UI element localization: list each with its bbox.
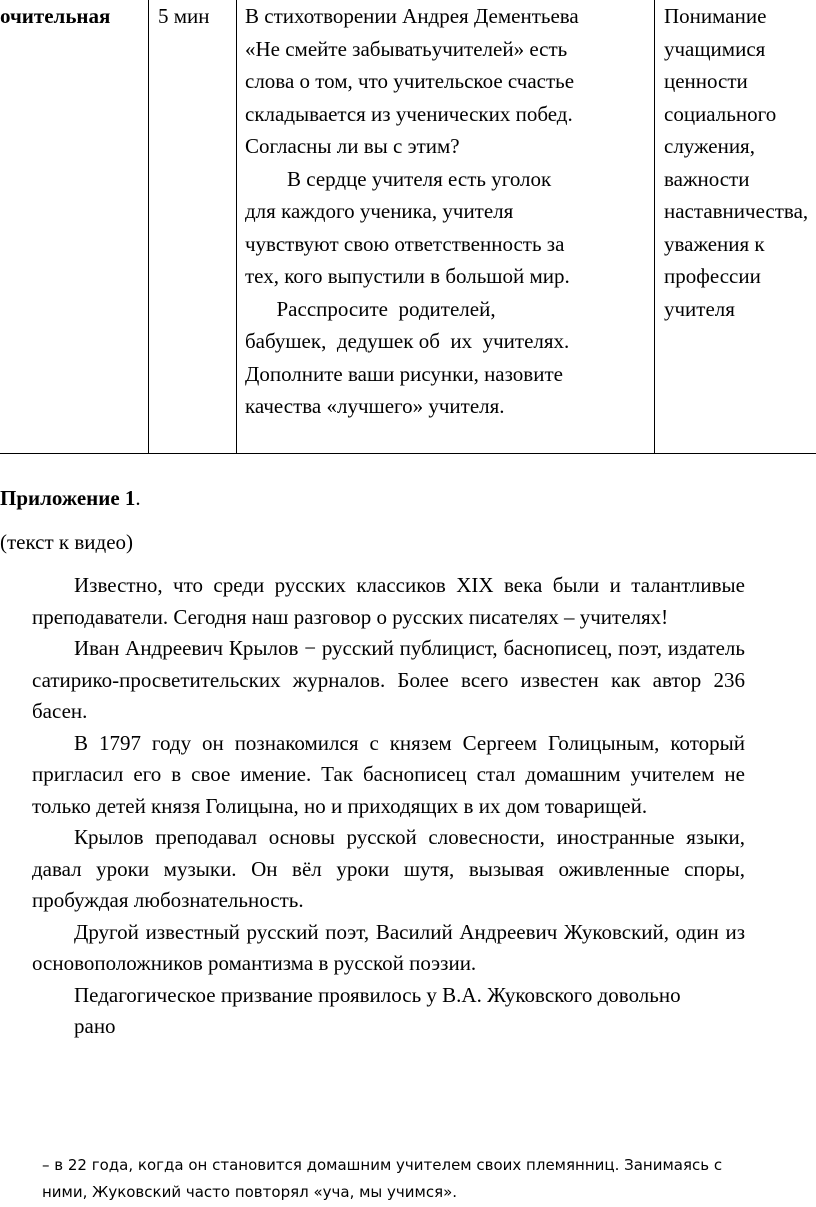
appendix-title-text: Приложение 1 xyxy=(0,486,136,510)
content-line: В стихотворении Андрея Дементьева xyxy=(245,4,579,28)
paragraph-last-line1: Педагогическое призвание проявилось у В.А. Жуковского довольно xyxy=(74,982,681,1007)
result-line: социального xyxy=(664,101,777,126)
result-line: Понимание xyxy=(664,4,767,28)
table-divider xyxy=(236,0,237,454)
content-line: Расспросите родителей, xyxy=(245,296,496,321)
result-line: учителя xyxy=(664,296,735,321)
appendix-title xyxy=(0,486,141,511)
content-line: чувствуют свою ответственность за xyxy=(245,231,565,256)
result-line: учащимися xyxy=(664,36,766,61)
content-line: качества «лучшего» учителя. xyxy=(245,394,505,418)
stage-cell: очительная xyxy=(0,4,111,28)
paragraph-last-line2: рано xyxy=(74,1014,116,1038)
content-line: для каждого ученика, учителя xyxy=(245,199,514,223)
result-line: уважения к xyxy=(664,231,765,256)
paragraph: В 1797 году он познакомился с князем Сергеем Голицыным, который пригласил его в свое имение. Так баснописец стал домашним учителем не только детей князя Голицына, но и приходящих в их дом товарищей. xyxy=(32,730,745,818)
result-line: важности xyxy=(664,166,750,191)
content-line: бабушек, дедушек об их учителях. xyxy=(245,329,570,353)
time-cell: 5 мин xyxy=(158,4,210,28)
appendix-subtitle: (текст к видео) xyxy=(0,530,134,554)
article-body xyxy=(32,570,745,1043)
footer-note: – в 22 года, когда он становится домашним учителем своих племянниц. Занимаясь с ними, Жуковский часто повторял «уча, мы учимся». xyxy=(42,1156,723,1201)
table-divider xyxy=(654,0,655,454)
content-line: Дополните ваши рисунки, назовите xyxy=(245,361,563,386)
content-line: Согласны ли вы с этим? xyxy=(245,134,460,158)
appendix-title-suffix: . xyxy=(135,486,141,510)
paragraph: Крылов преподавал основы русской словесности, иностранные языки, давал уроки музыки. Он вёл уроки шутя, вызывая оживленные споры, пробуждая любознательность. xyxy=(32,825,745,912)
content-line: В сердце учителя есть уголок xyxy=(245,166,552,191)
content-line: складывается из ученических побед. xyxy=(245,101,573,126)
paragraph: Известно, что среди русских классиков XIX века были и талантливые преподаватели. Сегодня наш разговор о русских писателях – учителях! xyxy=(32,573,745,629)
paragraph: Другой известный русский поэт, Василий Андреевич Жуковский, один из основоположников романтизма в русской поэзии. xyxy=(32,919,745,975)
lesson-table xyxy=(0,0,816,454)
content-line: «Не смейте забыватьучителей» есть xyxy=(245,36,568,61)
table-bottom-border xyxy=(0,453,816,454)
content-line: тех, кого выпустили в большой мир. xyxy=(245,264,570,288)
result-line: наставничества, xyxy=(664,199,809,223)
content-cell xyxy=(245,0,579,423)
paragraph: Иван Андреевич Крылов − русский публицист, баснописец, поэт, издатель сатирико-просветительских журналов. Более всего известен как автор 236 басен. xyxy=(32,636,745,723)
result-cell xyxy=(664,0,808,325)
table-divider xyxy=(148,0,149,454)
result-line: служения, xyxy=(664,134,755,158)
content-line: слова о том, что учительское счастье xyxy=(245,69,575,93)
result-line: профессии xyxy=(664,264,761,288)
result-line: ценности xyxy=(664,69,748,93)
